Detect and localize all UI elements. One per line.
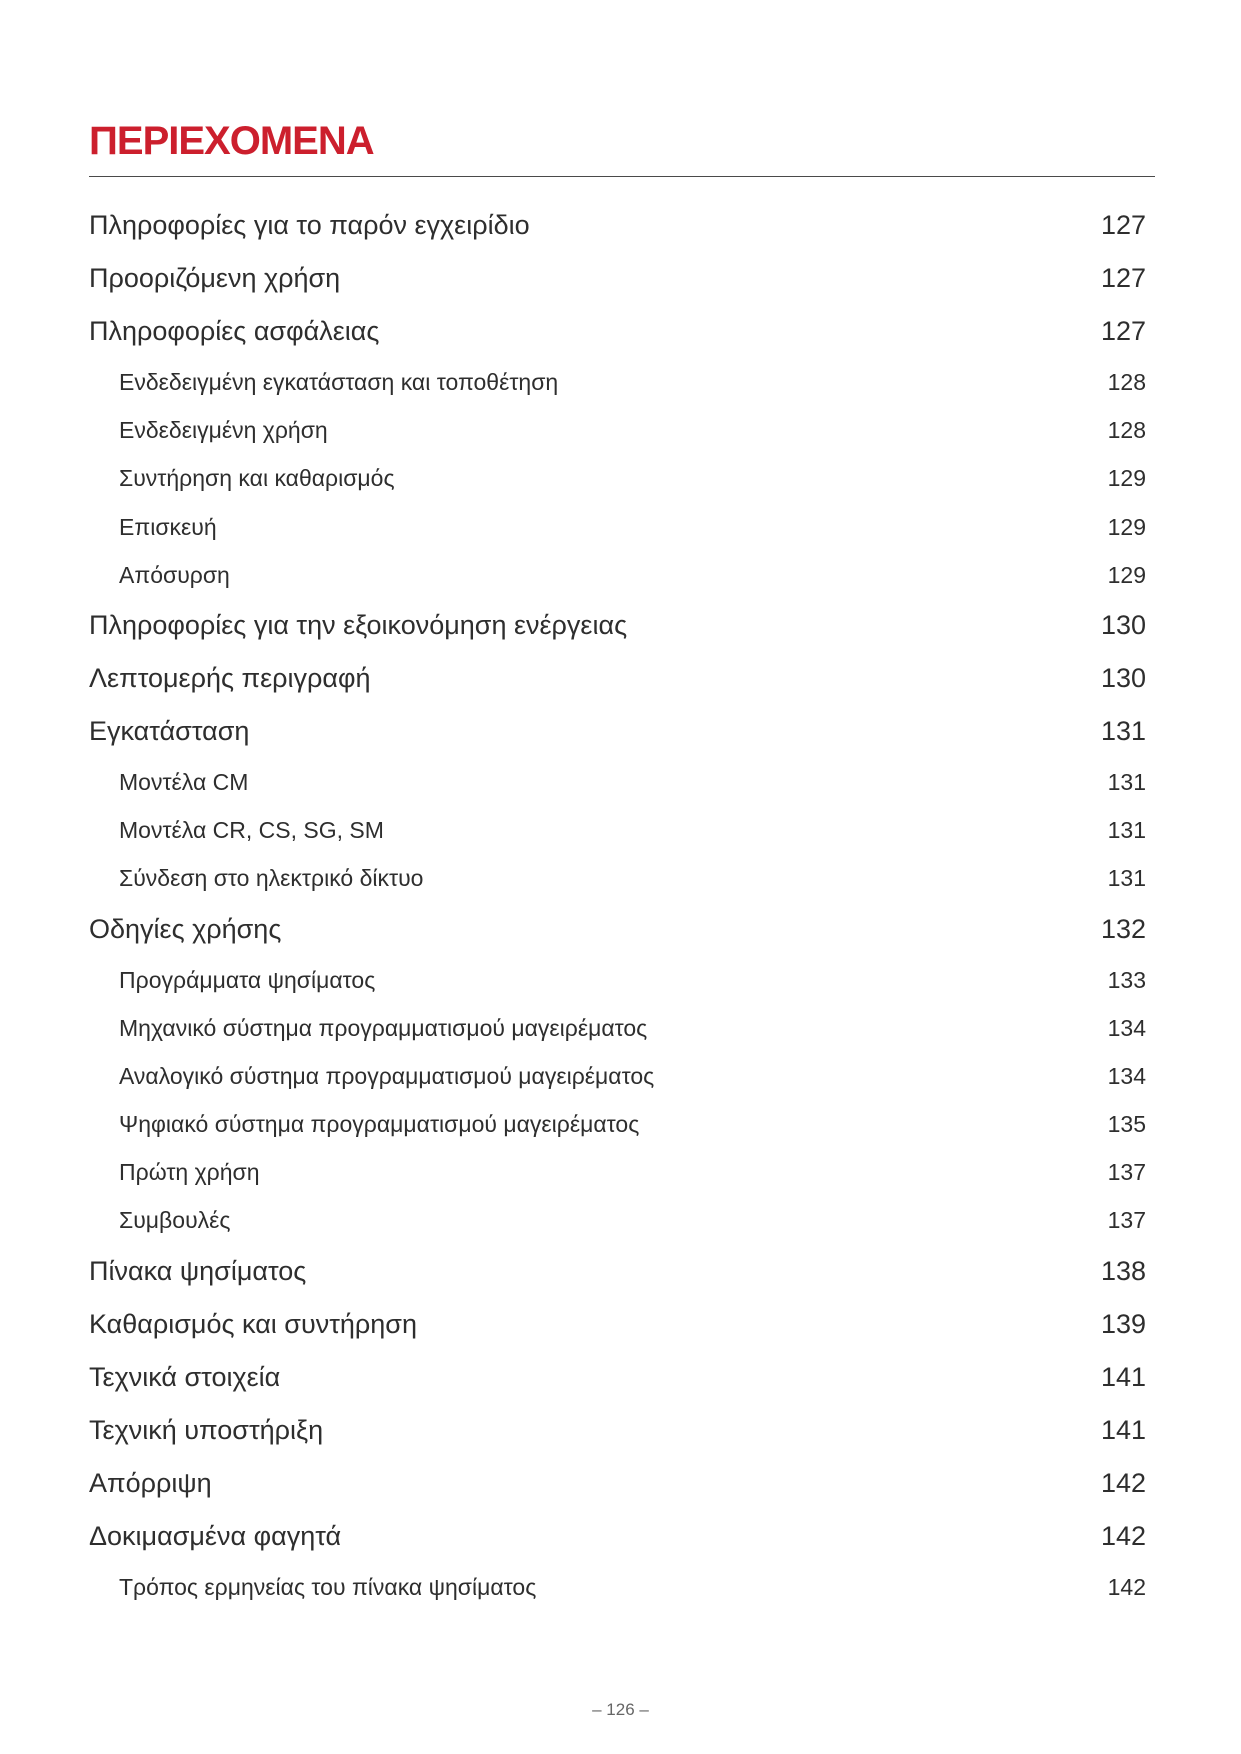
toc-subentry-page: 129	[1107, 465, 1146, 492]
title-divider	[89, 176, 1155, 177]
toc-entry	[89, 1245, 1146, 1298]
toc-subentry-title: Μηχανικό σύστημα προγραμματισμού μαγειρέματος	[119, 1014, 648, 1041]
toc-subentry-title: Συμβουλές	[119, 1207, 231, 1234]
toc-subentry-title: Σύνδεση στο ηλεκτρικό δίκτυο	[119, 865, 424, 892]
toc-entry-page: 130	[1100, 609, 1146, 640]
toc-subentry	[89, 454, 1146, 502]
toc-subentry-page: 142	[1107, 1573, 1146, 1600]
toc-entry-title: Πληροφορίες για την εξοικονόμηση ενέργειας	[89, 609, 628, 640]
toc-subentry-title: Ενδεδειγμένη εγκατάσταση και τοποθέτηση	[119, 369, 559, 395]
toc-subentry-page: 129	[1107, 561, 1146, 588]
toc-subentry	[89, 854, 1146, 902]
toc-entry	[89, 1298, 1146, 1351]
toc-entry	[89, 652, 1146, 705]
toc-subentry	[89, 358, 1146, 406]
toc-entry-title: Λεπτομερής περιγραφή	[89, 662, 371, 693]
toc-subentry-page: 131	[1107, 768, 1146, 795]
toc-entry	[89, 599, 1146, 652]
toc-entry	[89, 1351, 1146, 1404]
toc-entry-page: 132	[1100, 913, 1146, 944]
toc-entry-title: Δοκιμασμένα φαγητά	[89, 1520, 342, 1551]
toc-subentry-title: Μοντέλα CR, CS, SG, SM	[119, 817, 384, 844]
toc-subentry-page: 135	[1107, 1111, 1146, 1138]
toc-subentry	[89, 406, 1146, 454]
toc-entry-page: 131	[1100, 715, 1146, 746]
toc-entry-page: 127	[1100, 263, 1146, 293]
toc-entry	[89, 305, 1146, 358]
toc-entry-page: 142	[1100, 1520, 1146, 1551]
toc-entry-title: Πληροφορίες για το παρόν εγχειρίδιο	[89, 210, 530, 240]
toc-entry-title: Προοριζόμενη χρήση	[89, 263, 341, 293]
toc-subentry	[89, 551, 1146, 599]
toc-entry-title: Οδηγίες χρήσης	[89, 913, 282, 944]
toc-entry	[89, 1510, 1146, 1563]
toc-entry	[89, 252, 1146, 305]
toc-subentry	[89, 1563, 1146, 1611]
toc-subentry-title: Ενδεδειγμένη χρήση	[119, 417, 328, 444]
toc-subentry-title: Απόσυρση	[119, 561, 230, 588]
toc-entry-page: 139	[1100, 1308, 1146, 1339]
toc-entry	[89, 199, 1146, 252]
toc-subentry-page: 129	[1107, 513, 1146, 540]
toc-subentry-title: Αναλογικό σύστημα προγραμματισμού μαγειρέματος	[119, 1062, 655, 1089]
toc-entry-title: Τεχνική υποστήριξη	[89, 1414, 324, 1445]
toc-subentry-title: Επισκευή	[119, 513, 217, 540]
toc-subentry	[89, 1100, 1146, 1148]
toc-entry	[89, 1404, 1146, 1457]
toc-entry-title: Εγκατάσταση	[89, 715, 250, 746]
toc-subentry	[89, 1148, 1146, 1196]
toc-subentry-title: Τρόπος ερμηνείας του πίνακα ψησίματος	[119, 1573, 537, 1600]
toc-subentry	[89, 503, 1146, 551]
toc-entry-title: Απόρριψη	[89, 1467, 212, 1498]
toc-subentry	[89, 758, 1146, 806]
toc-subentry	[89, 806, 1146, 854]
toc-subentry	[89, 1196, 1146, 1244]
toc-entry	[89, 1457, 1146, 1510]
toc-subentry	[89, 1004, 1146, 1052]
toc-subentry-page: 133	[1107, 966, 1146, 993]
toc-entry-page: 138	[1100, 1255, 1146, 1286]
toc-entry-title: Καθαρισμός και συντήρηση	[89, 1308, 417, 1339]
toc-entry-title: Τεχνικά στοιχεία	[89, 1361, 281, 1392]
toc-subentry-page: 131	[1107, 865, 1146, 892]
toc-subentry-title: Πρώτη χρήση	[119, 1159, 260, 1186]
toc-subentry	[89, 1052, 1146, 1100]
toc-subentry-title: Συντήρηση και καθαρισμός	[119, 465, 395, 492]
toc-entry	[89, 705, 1146, 758]
toc-subentry-title: Μοντέλα CM	[119, 768, 249, 795]
toc-entry-page: 142	[1100, 1467, 1146, 1498]
page-title: ΠΕΡΙΕΧΟΜΕΝΑ	[89, 119, 374, 163]
toc-subentry-page: 134	[1107, 1014, 1146, 1041]
toc-entry-title: Πληροφορίες ασφάλειας	[89, 316, 380, 346]
toc-subentry-page: 131	[1107, 817, 1146, 844]
toc-entry-title: Πίνακα ψησίματος	[89, 1255, 307, 1286]
toc-subentry-page: 137	[1107, 1207, 1146, 1234]
table-of-contents	[89, 199, 1146, 1611]
toc-subentry	[89, 956, 1146, 1004]
toc-entry-page: 141	[1100, 1414, 1146, 1445]
toc-subentry-title: Προγράμματα ψησίματος	[119, 966, 376, 993]
toc-subentry-page: 128	[1107, 369, 1146, 395]
page-number: – 126 –	[592, 1700, 649, 1719]
toc-subentry-page: 134	[1107, 1062, 1146, 1089]
toc-entry-page: 141	[1100, 1361, 1146, 1392]
toc-subentry-title: Ψηφιακό σύστημα προγραμματισμού μαγειρέματος	[119, 1111, 640, 1138]
toc-entry-page: 127	[1100, 210, 1146, 240]
toc-entry-page: 130	[1100, 662, 1146, 693]
toc-entry	[89, 903, 1146, 956]
toc-subentry-page: 128	[1107, 417, 1146, 444]
toc-subentry-page: 137	[1107, 1159, 1146, 1186]
toc-entry-page: 127	[1100, 316, 1146, 346]
